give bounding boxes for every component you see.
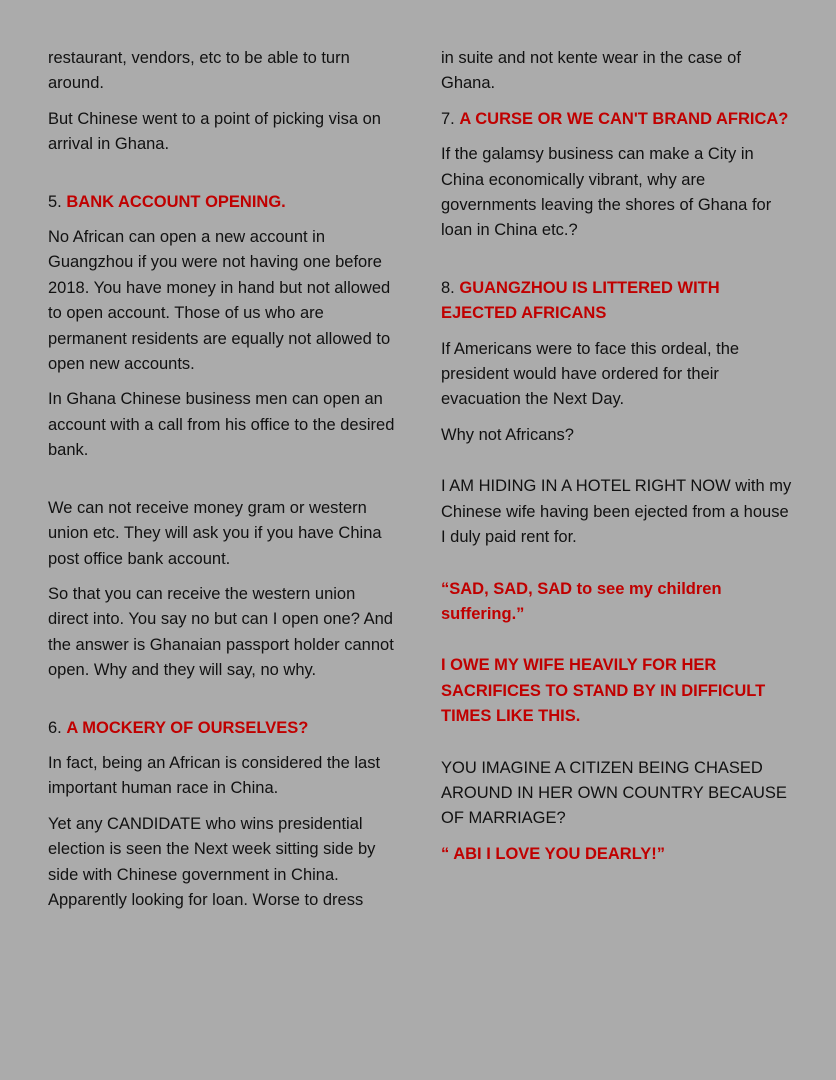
section-number: 7.: [441, 109, 455, 128]
paragraph: Yet any CANDIDATE who wins presidential election is seen the Next week sitting side by side with Chinese government in China. Apparently looking for loan. Worse to dress: [48, 814, 376, 909]
section-number: 6.: [48, 718, 62, 737]
paragraph: If Americans were to face this ordeal, the president would have ordered for their evacuation the Next Day.: [441, 339, 740, 409]
section-heading-8: [441, 276, 796, 327]
quote: “ ABI I LOVE YOU DEARLY!”: [441, 844, 666, 863]
paragraph: In fact, being an African is considered the last important human race in China.: [48, 753, 381, 798]
paragraph: But Chinese went to a point of picking visa on arrival in Ghana.: [48, 109, 381, 154]
left-column: [48, 46, 398, 923]
paragraph: YOU IMAGINE A CITIZEN BEING CHASED AROUND IN HER OWN COUNTRY BECAUSE OF MARRIAGE?: [441, 758, 787, 828]
quote: I OWE MY WIFE HEAVILY FOR HER SACRIFICES TO STAND BY IN DIFFICULT TIMES LIKE THIS.: [441, 656, 766, 726]
paragraph: No African can open a new account in Guangzhou if you were not having one before 2018. You have money in hand but not allowed to open account. Those of us who are permanent residents are equally not allowed to open new accounts.: [48, 228, 391, 374]
section-heading-7: [441, 107, 796, 132]
section-number: 8.: [441, 278, 455, 297]
quote: “SAD, SAD, SAD to see my children suffering.”: [441, 579, 722, 623]
paragraph: In Ghana Chinese business men can open an account with a call from his office to the desired bank.: [48, 390, 395, 460]
paragraph: restaurant, vendors, etc to be able to turn around.: [48, 49, 350, 93]
section-number: 5.: [48, 192, 62, 211]
paragraph: If the galamsy business can make a City in China economically vibrant, why are governments leaving the shores of Ghana for loan in China etc.?: [441, 145, 772, 240]
paragraph: Why not Africans?: [441, 425, 574, 444]
paragraph: So that you can receive the western union direct into. You say no but can I open one? And the answer is Ghanaian passport holder cannot open. Why and they will say, no why.: [48, 584, 394, 680]
section-title: A MOCKERY OF OURSELVES?: [66, 718, 309, 737]
paragraph: I AM HIDING IN A HOTEL RIGHT NOW with my Chinese wife having been ejected from a house I duly paid rent for.: [441, 477, 792, 547]
section-heading-6: [48, 716, 398, 741]
paragraph: We can not receive money gram or western union etc. They will ask you if you have China post office bank account.: [48, 498, 382, 568]
section-title: GUANGZHOU IS LITTERED WITH EJECTED AFRICANS: [441, 278, 720, 323]
section-title: A CURSE OR WE CAN'T BRAND AFRICA?: [459, 109, 789, 128]
section-heading-5: [48, 190, 398, 215]
section-title: BANK ACCOUNT OPENING.: [66, 192, 286, 211]
paragraph: in suite and not kente wear in the case of Ghana.: [441, 49, 741, 93]
right-column: [441, 46, 796, 877]
